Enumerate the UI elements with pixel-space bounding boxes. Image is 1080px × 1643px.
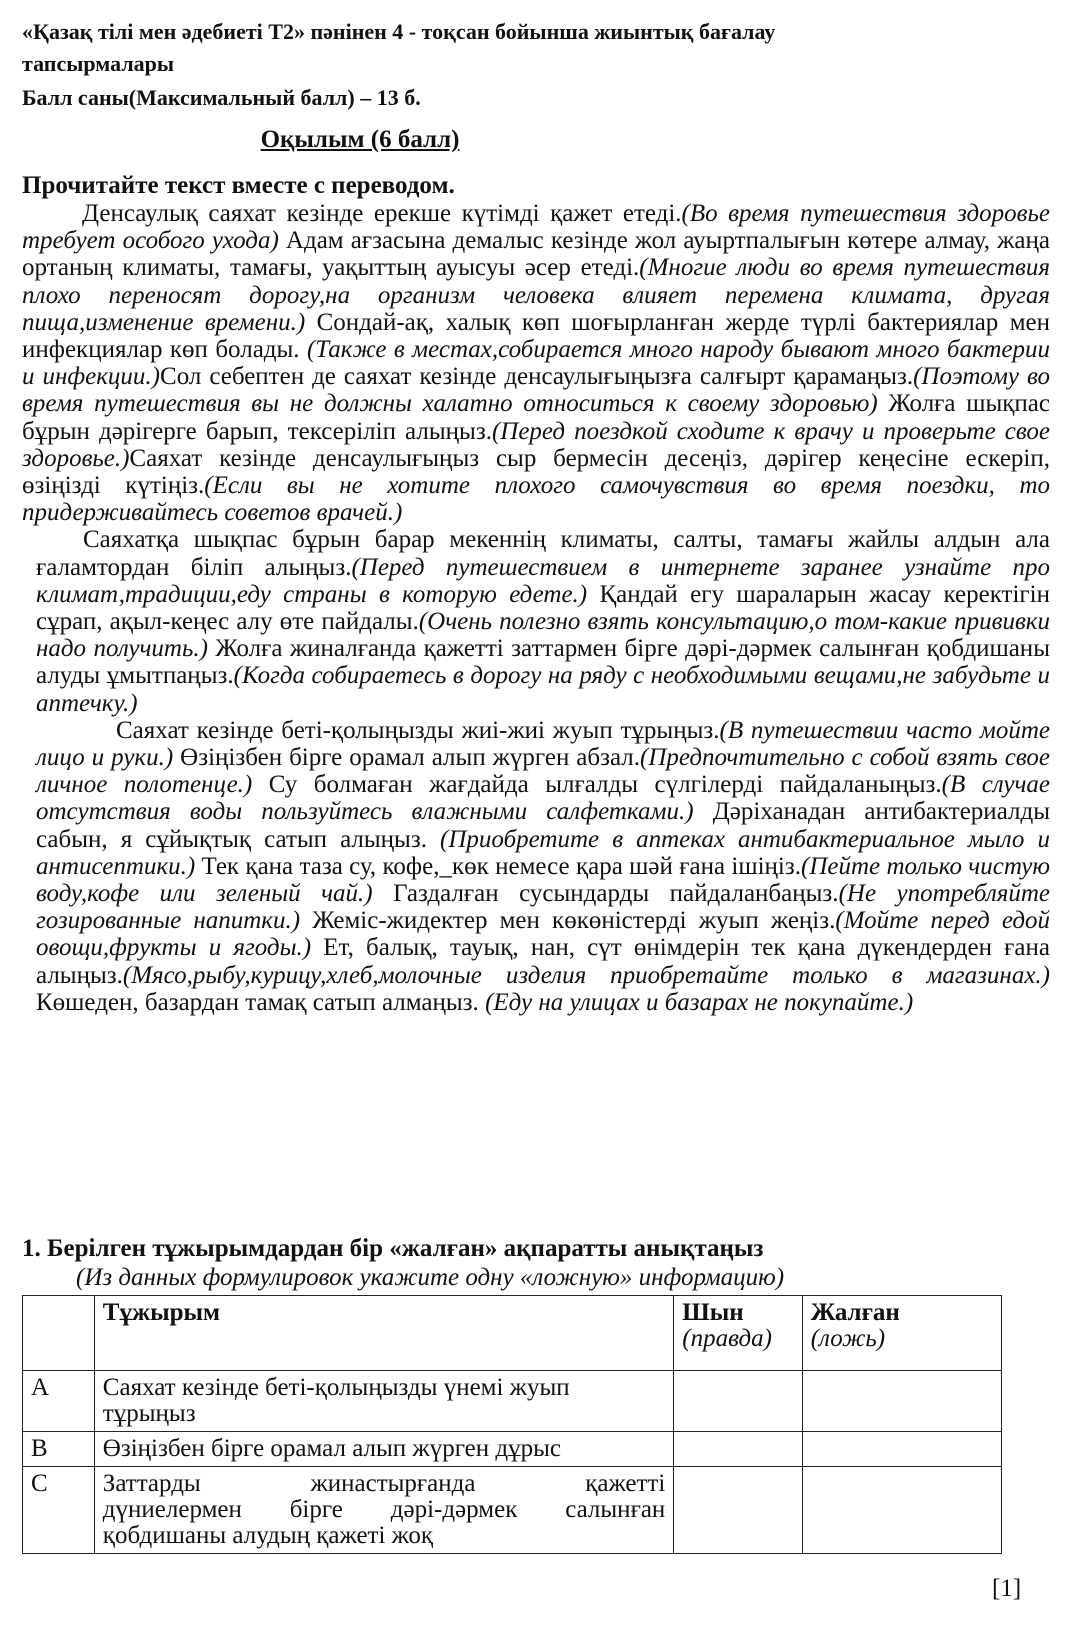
statement-line: Заттарды жинастырғанда қажетті — [102, 1470, 666, 1497]
kazakh-segment: Су болмаған жағдайда ылғалды сүлгілерді пайдаланыңыз. — [252, 771, 942, 799]
translation-segment: (Пейте только чистую воду,кофе или зеленый чай.) — [36, 852, 1050, 908]
header-true-sub: (правда) — [682, 1325, 772, 1352]
question-title: 1. Берілген тұжырымдардан бір «жалған» ақпаратты анықтаңыз — [22, 1235, 764, 1262]
translation-segment: (В случае отсутствия воды пользуйтесь влажными салфетками.) — [36, 771, 1050, 826]
header-statement-label: Тұжырым — [102, 1299, 221, 1326]
kazakh-segment: Сондай-ақ, халық көп шоғырланған жерде түрлі бактериялар мен инфекциялар көп болады. — [22, 308, 1050, 364]
header-false-label: Жалған — [810, 1299, 900, 1326]
header-true-label: Шын — [682, 1299, 744, 1326]
false-answer-cell[interactable] — [802, 1371, 1001, 1432]
kazakh-segment: Жеміс-жидектер мен көкөністерді жуып жеңіз. — [300, 907, 836, 935]
true-answer-cell[interactable] — [674, 1467, 802, 1554]
true-answer-cell[interactable] — [674, 1432, 802, 1467]
kazakh-segment: Саяхат кезінде денсаулығыңыз сыр бермесін десеңіз, дәрігер кеңесіне ескеріп, өзіңізді күтіңіз. — [22, 444, 1050, 500]
row-letter: A — [23, 1371, 95, 1432]
false-answer-cell[interactable] — [802, 1432, 1001, 1467]
row-letter: B — [23, 1432, 95, 1467]
max-score: Балл саны(Максимальный балл) – 13 б. — [22, 85, 421, 110]
kazakh-segment: Тек қана таза су, кофе,_көк немесе қара шәй ғана ішіңіз. — [195, 852, 802, 880]
paragraph-3 — [22, 717, 1050, 1016]
question-subtitle: (Из данных формулировок укажите одну «ложную» информацию) — [76, 1264, 785, 1291]
header-false-sub: (ложь) — [810, 1325, 886, 1352]
statement-line: қобдишаны алудың қажеті жоқ — [102, 1522, 433, 1549]
kazakh-segment: Жолға шықпас бұрын дәрігерге барып, тексеріліп алыңыз. — [22, 390, 1050, 445]
kazakh-segment: Сол себептен де саяхат кезінде денсаулығыңызға салғырт қарамаңыз. — [160, 363, 914, 391]
translation-segment: (Также в местах,собирается много народу бывают много бактерии и инфекции.) — [22, 336, 1050, 391]
translation-segment: (Когда собираетесь в дорогу на ряду с необходимыми вещами,не забудьте и аптечку.) — [36, 662, 1050, 717]
kazakh-segment: Көшеден, базардан тамақ сатып алмаңыз. — [36, 988, 486, 1016]
translation-segment: (Приобретите в аптеках антибактериальное мыло и антисептики.) — [36, 825, 1050, 880]
header-title: «Қазақ тілі мен әдебиеті Т2» пәнінен 4 - тоқсан бойынша жиынтық бағалау — [22, 19, 776, 44]
header-true — [674, 1296, 802, 1371]
kazakh-segment: Жолға жиналғанда қажетті заттармен бірге дәрі-дәрмек салынған қобдишаны алуды ұмытпаңыз. — [36, 635, 1050, 690]
table-header-row — [23, 1296, 1002, 1371]
table-row — [23, 1467, 1002, 1554]
row-letter: C — [23, 1467, 95, 1554]
header-statement — [94, 1296, 674, 1371]
header-title-cont: тапсырмалары — [22, 51, 175, 76]
paragraph-1 — [22, 200, 1050, 526]
translation-segment: (Поэтому во время путешествия вы не должны халатно относиться к своему здоровью) — [22, 363, 1051, 418]
kazakh-segment: Қандай егу шараларын жасау керектігін сұрап, ақыл-кеңес алу өте пайдалы. — [36, 580, 1051, 636]
section-title: Оқылым (6 балл) — [260, 126, 460, 153]
false-answer-cell[interactable] — [802, 1467, 1001, 1554]
row-statement: Өзіңізбен бірге орамал алып жүрген дұрыс — [94, 1432, 674, 1467]
translation-segment: (Перед путешествием в интернете заранее узнайте про климат,традиции,еду страны в которую едете.) — [36, 553, 1051, 608]
translation-segment: (Перед поездкой сходите к врачу и проверьте свое здоровье.) — [22, 417, 1051, 472]
instruction: Прочитайте текст вместе с переводом. — [22, 172, 455, 199]
translation-segment: (Мясо,рыбу,курицу,хлеб,молочные изделия приобретайте только в магазинах.) — [122, 961, 1050, 989]
table-row — [23, 1371, 1002, 1432]
translation-segment: (Предпочтительно с собой взять свое личное полотенце.) — [36, 744, 1050, 799]
kazakh-segment: Саяхатқа шықпас бұрын барар мекеннің климаты, салты, тамағы жайлы алдын ала ғаламтордан біліп алыңыз. — [36, 526, 1050, 581]
translation-segment: (Если вы не хотите плохого самочувствия во время поездки, то придерживайтесь советов врачей.) — [22, 472, 1050, 527]
header-letter-cell — [23, 1296, 95, 1371]
translation-segment: (Еду на улицах и базарах не покупайте.) — [485, 988, 914, 1016]
header-false — [802, 1296, 1001, 1371]
paragraph-2 — [22, 526, 1050, 716]
kazakh-segment: Газдалған сусындарды пайдаланбаңыз. — [372, 880, 839, 908]
reading-text — [22, 200, 1050, 1016]
translation-segment: (В путешествии часто мойте лицо и руки.) — [36, 716, 1051, 772]
kazakh-segment: Дәріханадан антибактериалды сабын, я сұйықтық сатып алыңыз. — [36, 798, 1050, 853]
kazakh-segment: Денсаулық саяхат кезінде ерекше күтімді қажет етеді. — [82, 200, 682, 227]
translation-segment: (Многие люди во время путешествия плохо переносят дорогу,на организм человека влияет перемена климата, другая пища,изменение времени.) — [22, 254, 1050, 336]
table-row — [23, 1432, 1002, 1467]
translation-segment: (Мойте перед едой овощи,фрукты и ягоды.) — [36, 907, 1050, 962]
true-answer-cell[interactable] — [674, 1371, 802, 1432]
score-mark: [1] — [992, 1575, 1022, 1602]
kazakh-segment: Адам ағзасына демалыс кезінде жол ауыртпалығын көтере алмау, жаңа ортаның климаты, тамағы, уақыттың ауысуы әсер етеді. — [22, 227, 1050, 282]
translation-segment: (Во время путешествия здоровье требует особого ухода) — [22, 200, 1050, 255]
kazakh-segment: Саяхат кезінде беті-қолыңызды жиі-жиі жуып тұрыңыз. — [116, 716, 720, 744]
statement-line: дүниелермен бірге дәрі-дәрмек салынған — [102, 1496, 666, 1523]
translation-segment: (Не употребляйте гозированные напитки.) — [36, 880, 1051, 935]
translation-segment: (Очень полезно взять консультацию,о том-какие прививки надо получить.) — [36, 608, 1051, 663]
row-statement: Саяхат кезінде беті-қолыңызды үнемі жуып тұрыңыз — [94, 1371, 674, 1432]
true-false-table — [22, 1295, 1002, 1554]
kazakh-segment: Өзіңізбен бірге орамал алып жүрген абзал. — [173, 744, 641, 772]
row-statement — [94, 1467, 674, 1554]
kazakh-segment: Ет, балық, тауық, нан, сүт өнімдерін тек қана дүкендерден ғана алыңыз. — [36, 934, 1050, 989]
